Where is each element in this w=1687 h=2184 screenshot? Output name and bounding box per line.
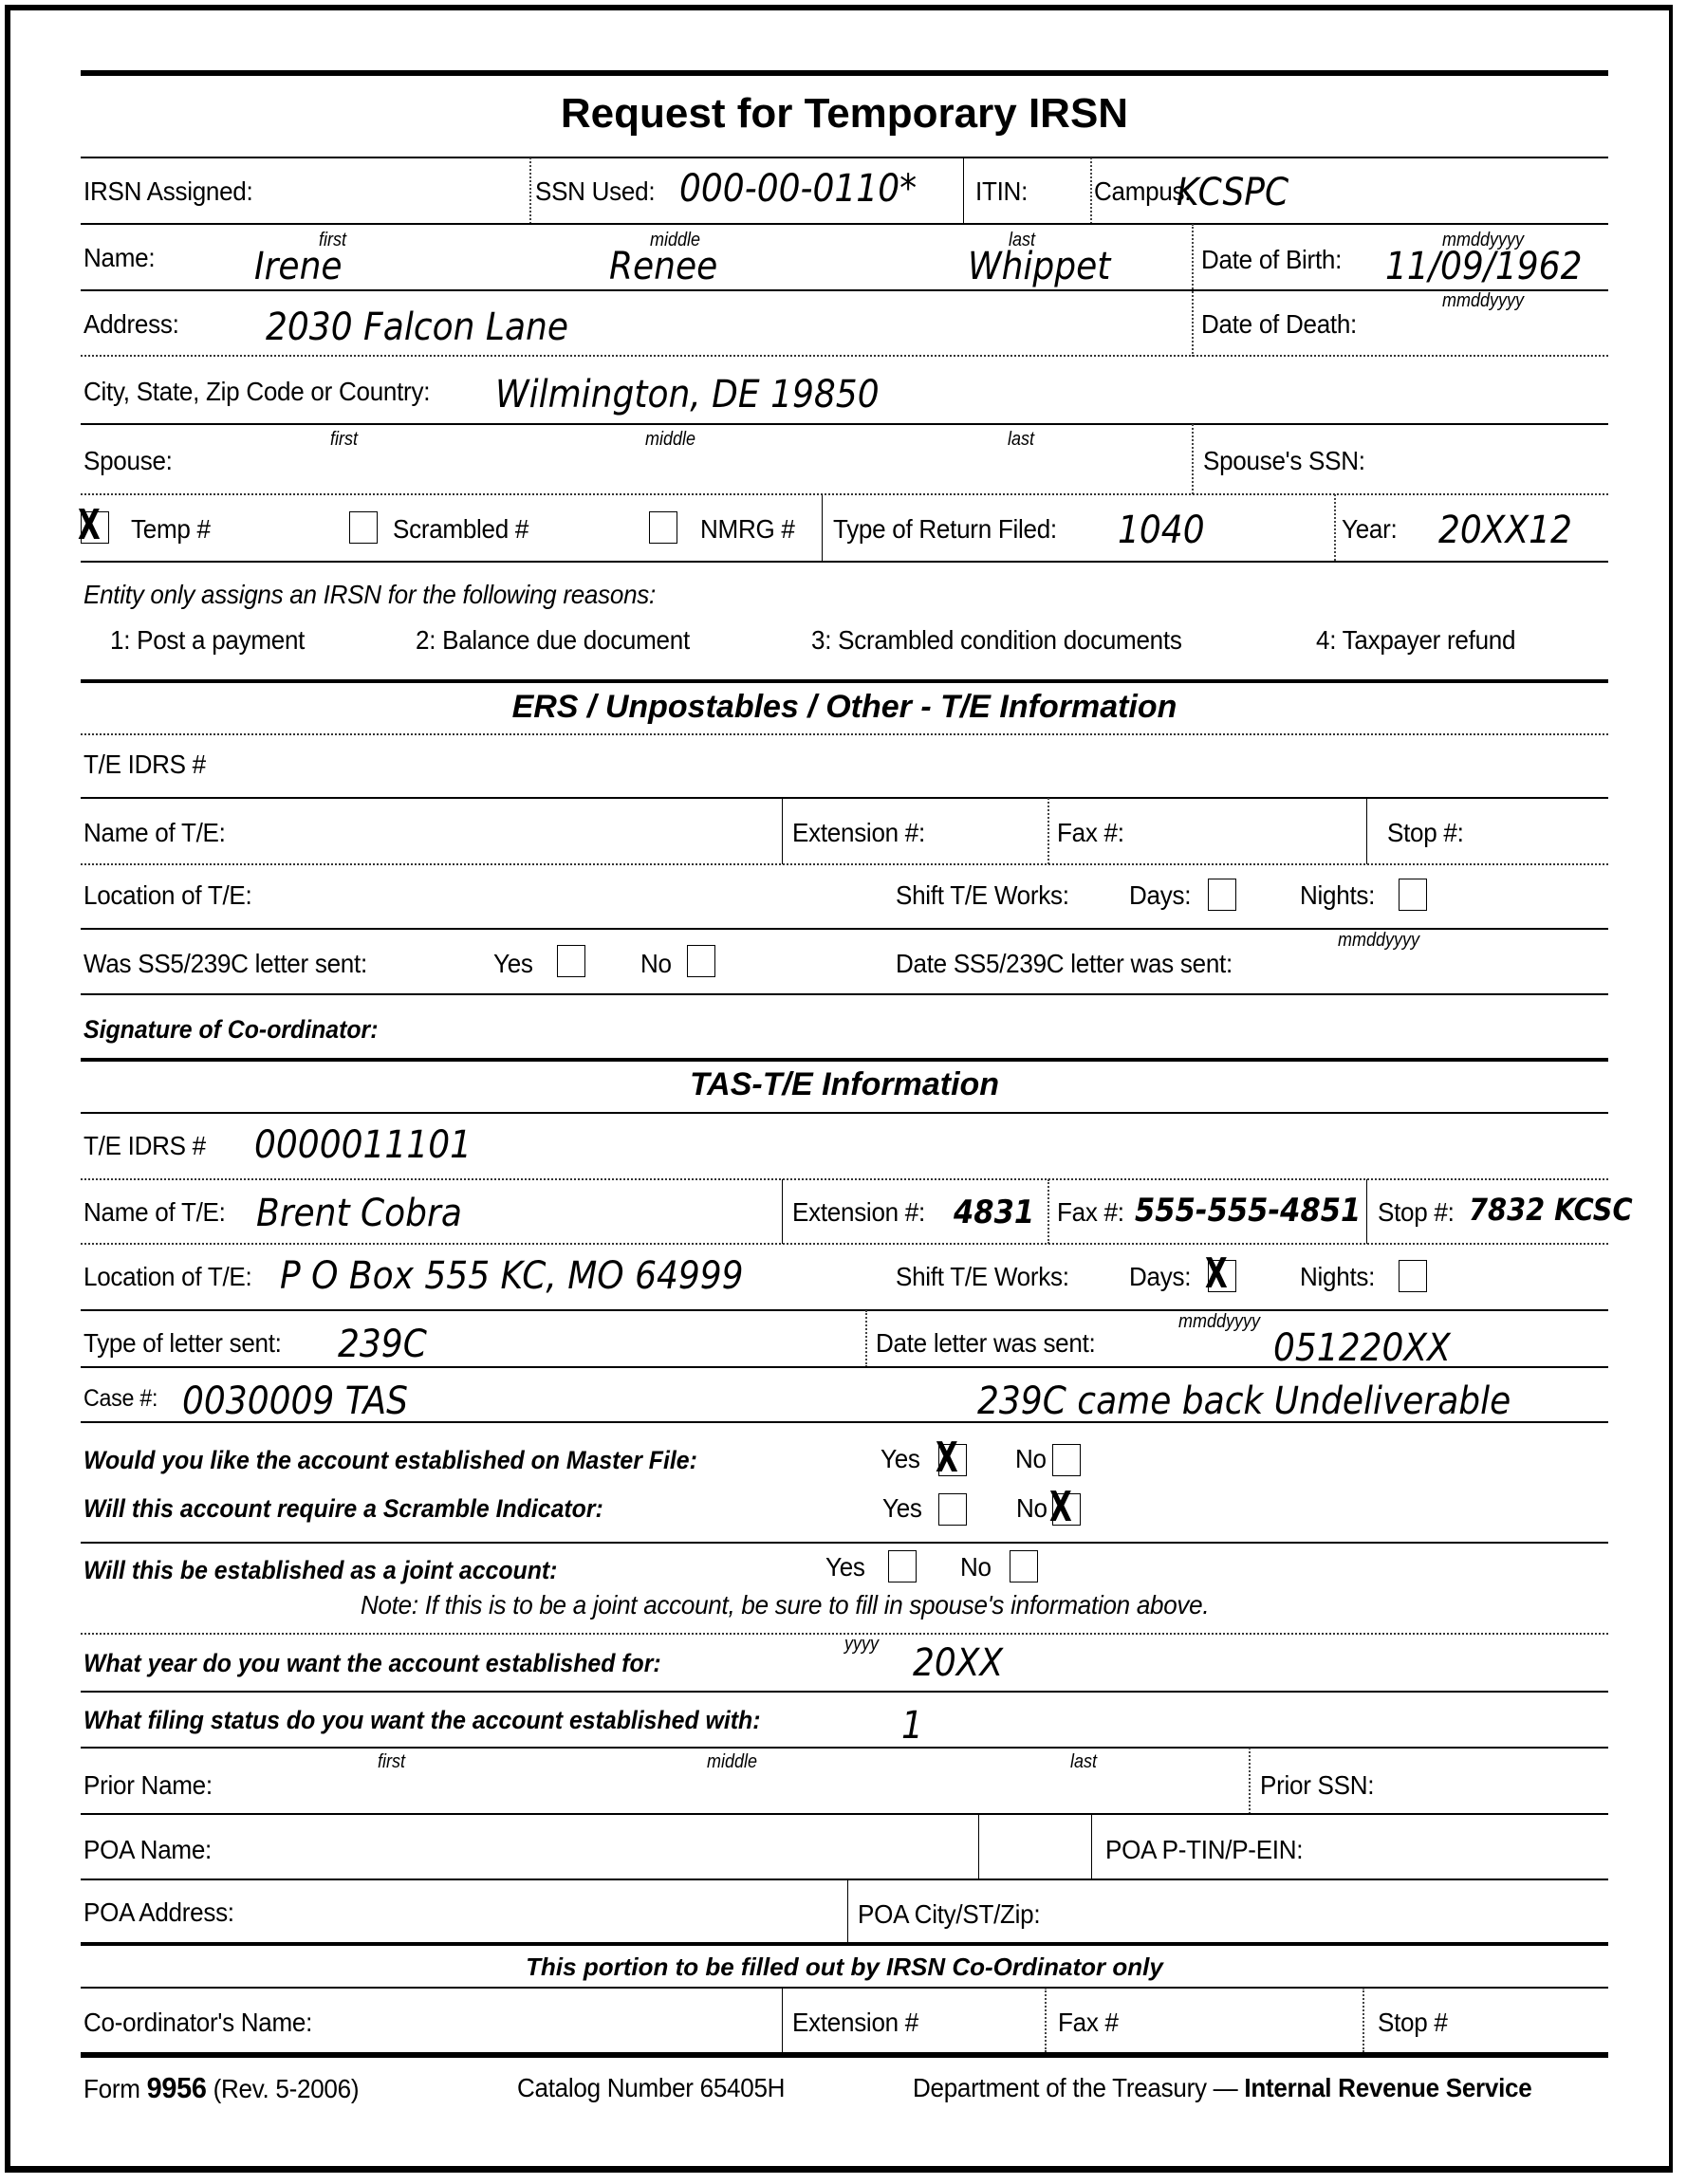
checkmark-x-icon: X (78, 501, 101, 549)
ssn-used-label: SSN Used: (535, 176, 656, 206)
return-type-label: Type of Return Filed: (833, 514, 1057, 544)
last-name-field[interactable]: Whippet (968, 245, 1111, 288)
scramble-no-checkbox[interactable] (1049, 1483, 1081, 1531)
dob-field[interactable]: 11/09/1962 (1385, 245, 1583, 288)
divider (1045, 1988, 1047, 2052)
reasons-intro: Entity only assigns an IRSN for the following reasons: (83, 580, 656, 609)
divider (81, 863, 1608, 865)
tas-idrs-field[interactable]: 0000011101 (254, 1123, 473, 1167)
nmrg-label: NMRG # (700, 514, 795, 544)
scrambled-label: Scrambled # (393, 514, 529, 544)
divider (1366, 1179, 1367, 1244)
address-label: Address: (83, 309, 179, 339)
ers-letter-label: Was SS5/239C letter sent: (83, 949, 367, 978)
agency-line (913, 2073, 1531, 2103)
tas-section-title: TAS-T/E Information (689, 1066, 1000, 1102)
divider (865, 1310, 867, 1367)
dob-label: Date of Birth: (1201, 245, 1343, 274)
campus-field[interactable]: KCSPC (1177, 171, 1289, 214)
ers-yes-label: Yes (493, 949, 533, 978)
divider (81, 1421, 1608, 1423)
divider (81, 1542, 1608, 1544)
year-question: What year do you want the account established for: (83, 1649, 661, 1677)
divider (978, 1814, 979, 1879)
divider (81, 1879, 1608, 1880)
tas-letter-type-field[interactable]: 239C (338, 1323, 427, 1366)
checkmark-x-icon: X (936, 1434, 958, 1482)
spouse-middle-hint: middle (645, 429, 696, 450)
ers-letter-yes-checkbox[interactable] (557, 945, 585, 977)
divider (81, 1243, 1608, 1245)
return-type-field[interactable]: 1040 (1118, 509, 1205, 552)
coordinator-stop-label: Stop # (1378, 2008, 1448, 2037)
divider (81, 1178, 1608, 1180)
section-rule (81, 1058, 1608, 1062)
spouse-ssn-label: Spouse's SSN: (1203, 446, 1365, 475)
poa-tin-label: POA P-TIN/P-EIN: (1105, 1835, 1304, 1864)
ers-nights-checkbox[interactable] (1399, 879, 1427, 911)
divider (847, 1879, 848, 1942)
scramble-question: Will this account require a Scramble Indicator: (83, 1494, 603, 1523)
ers-fax-label: Fax #: (1057, 818, 1124, 847)
tas-letter-type-label: Type of letter sent: (83, 1328, 282, 1358)
tas-location-label: Location of T/E: (83, 1262, 252, 1291)
poa-name-label: POA Name: (83, 1835, 212, 1864)
scramble-no-label: No (1016, 1493, 1047, 1523)
ssn-used-field[interactable]: 000-00-0110* (679, 167, 918, 211)
divider (81, 1747, 1608, 1749)
established-year-field[interactable]: 20XX (913, 1641, 1004, 1685)
tas-shift-label: Shift T/E Works: (896, 1262, 1069, 1291)
divider (782, 798, 783, 864)
tas-days-checkbox[interactable] (1205, 1249, 1236, 1298)
divider (81, 157, 1608, 158)
form-number (83, 2071, 359, 2105)
ers-letter-no-checkbox[interactable] (687, 945, 715, 977)
ers-shift-label: Shift T/E Works: (896, 880, 1069, 910)
ers-days-label: Days: (1129, 880, 1192, 910)
address-field[interactable]: 2030 Falcon Lane (266, 305, 568, 349)
tas-ext-label: Extension #: (792, 1197, 925, 1227)
divider (81, 423, 1608, 425)
signature-label: Signature of Co-ordinator: (83, 1015, 379, 1044)
ers-date-hint: mmddyyyy (1338, 930, 1420, 951)
joint-no-checkbox[interactable] (1010, 1550, 1038, 1582)
last-hint: last (1009, 230, 1036, 250)
tas-name-field[interactable]: Brent Cobra (256, 1192, 462, 1235)
year-hint: yyyy (844, 1634, 879, 1655)
joint-note: Note: If this is to be a joint account, be sure to fill in spouse's information above. (361, 1590, 1210, 1619)
ers-days-checkbox[interactable] (1208, 879, 1236, 911)
irsn-assigned-label: IRSN Assigned: (83, 176, 253, 206)
ers-stop-label: Stop #: (1387, 818, 1464, 847)
reason-item: 4: Taxpayer refund (1316, 625, 1516, 655)
divider (1090, 157, 1092, 224)
middle-hint: middle (650, 230, 701, 250)
divider (81, 1366, 1608, 1368)
dod-hint: mmddyyyy (1442, 290, 1525, 311)
first-name-field[interactable]: Irene (254, 245, 343, 288)
ers-ext-label: Extension #: (792, 818, 925, 847)
section-rule (81, 679, 1608, 683)
case-note-field[interactable]: 239C came back Undeliverable (977, 1379, 1511, 1423)
checkmark-x-icon: X (1205, 1249, 1228, 1298)
joint-yes-checkbox[interactable] (888, 1550, 917, 1582)
department-name: Department of the Treasury — (913, 2073, 1238, 2102)
divider (822, 494, 823, 561)
tas-date-field[interactable]: 051220XX (1273, 1326, 1451, 1370)
ers-date-label: Date SS5/239C letter was sent: (896, 949, 1233, 978)
spouse-label: Spouse: (83, 446, 173, 475)
divider (81, 355, 1608, 357)
ers-no-label: No (640, 949, 672, 978)
divider (81, 1112, 1608, 1114)
ers-name-label: Name of T/E: (83, 818, 226, 847)
master-file-yes-label: Yes (881, 1444, 920, 1473)
city-field[interactable]: Wilmington, DE 19850 (495, 373, 880, 416)
temp-checkbox[interactable] (78, 501, 109, 549)
case-field[interactable]: 0030009 TAS (182, 1379, 408, 1423)
prior-name-label: Prior Name: (83, 1770, 213, 1800)
tas-date-hint: mmddyyyy (1178, 1311, 1261, 1332)
itin-label: ITIN: (975, 176, 1029, 206)
ers-location-label: Location of T/E: (83, 880, 252, 910)
scrambled-checkbox[interactable] (349, 511, 378, 544)
bottom-rule (81, 2052, 1608, 2058)
form-revision: (Rev. 5-2006) (213, 2074, 360, 2103)
reason-item: 3: Scrambled condition documents (811, 625, 1182, 655)
tas-location-field[interactable]: P O Box 555 KC, MO 64999 (280, 1254, 744, 1298)
dod-label: Date of Death: (1201, 309, 1358, 339)
nmrg-checkbox[interactable] (649, 511, 677, 544)
joint-yes-label: Yes (825, 1552, 865, 1582)
prior-middle-hint: middle (707, 1751, 758, 1772)
top-rule (81, 70, 1608, 76)
divider (81, 733, 1608, 735)
tas-idrs-label: T/E IDRS # (83, 1131, 206, 1160)
prior-ssn-label: Prior SSN: (1260, 1770, 1375, 1800)
form-title: Request for Temporary IRSN (560, 90, 1129, 137)
master-file-question: Would you like the account established on Master File: (83, 1446, 697, 1474)
divider (1192, 424, 1194, 494)
scramble-yes-label: Yes (882, 1493, 922, 1523)
reason-item: 2: Balance due document (416, 625, 690, 655)
name-label: Name: (83, 243, 156, 272)
coordinator-section-title: This portion to be filled out by IRSN Co-Ordinator only (526, 1953, 1163, 1981)
divider (81, 1691, 1608, 1693)
divider (1249, 1748, 1251, 1814)
divider (81, 1309, 1608, 1311)
tas-nights-checkbox[interactable] (1399, 1260, 1427, 1292)
prior-first-hint: first (378, 1751, 405, 1772)
tas-nights-label: Nights: (1300, 1262, 1376, 1291)
case-label: Case #: (83, 1385, 158, 1412)
master-file-no-label: No (1015, 1444, 1047, 1473)
divider (1334, 494, 1336, 561)
divider (963, 157, 964, 224)
tas-ext-field[interactable]: 4831 (954, 1194, 1035, 1231)
ers-section-title: ERS / Unpostables / Other - T/E Information (511, 689, 1177, 725)
divider (81, 797, 1608, 799)
scramble-yes-checkbox[interactable] (938, 1493, 967, 1526)
tas-stop-label: Stop #: (1378, 1197, 1455, 1227)
master-file-no-checkbox[interactable] (1052, 1444, 1081, 1476)
joint-question: Will this be established as a joint account: (83, 1556, 558, 1584)
divider (1047, 1179, 1049, 1244)
filing-status-field[interactable]: 1 (901, 1704, 923, 1748)
divider (81, 1813, 1608, 1815)
reason-item: 1: Post a payment (110, 625, 306, 655)
divider (81, 993, 1608, 995)
spouse-last-hint: last (1008, 429, 1035, 450)
dob-hint: mmddyyyy (1442, 230, 1525, 250)
tas-stop-field[interactable]: 7832 KCSC (1469, 1192, 1633, 1228)
divider (1366, 798, 1367, 864)
divider (81, 289, 1608, 291)
filing-status-question: What filing status do you want the account established with: (83, 1706, 761, 1734)
divider (81, 223, 1608, 225)
section-rule (81, 1942, 1608, 1946)
coordinator-name-label: Co-ordinator's Name: (83, 2008, 313, 2037)
checkmark-x-icon: X (1049, 1483, 1072, 1531)
tas-name-label: Name of T/E: (83, 1197, 226, 1227)
poa-address-label: POA Address: (83, 1897, 234, 1927)
divider (1363, 1988, 1364, 2052)
divider (1091, 1814, 1092, 1879)
first-hint: first (319, 230, 346, 250)
tas-date-label: Date letter was sent: (876, 1328, 1096, 1358)
master-file-yes-checkbox[interactable] (936, 1434, 967, 1482)
divider (782, 1988, 783, 2052)
tas-days-label: Days: (1129, 1262, 1192, 1291)
divider (81, 493, 1608, 495)
coordinator-fax-label: Fax # (1058, 2008, 1119, 2037)
spouse-first-hint: first (330, 429, 358, 450)
tas-fax-field[interactable]: 555-555-4851 (1135, 1192, 1362, 1230)
temp-label: Temp # (131, 514, 211, 544)
ers-idrs-label: T/E IDRS # (83, 750, 206, 779)
divider (81, 1987, 1608, 1989)
form-number-value: 9956 (146, 2071, 207, 2104)
form-prefix: Form (83, 2074, 140, 2103)
catalog-number: Catalog Number 65405H (517, 2073, 786, 2102)
divider (782, 1179, 783, 1244)
middle-name-field[interactable]: Renee (609, 245, 718, 288)
year-label: Year: (1342, 514, 1398, 544)
joint-no-label: No (960, 1552, 992, 1582)
agency-name: Internal Revenue Service (1244, 2073, 1532, 2102)
campus-label: Campus: (1094, 176, 1192, 206)
year-field[interactable]: 20XX12 (1438, 509, 1572, 552)
divider (81, 561, 1608, 563)
poa-city-label: POA City/ST/Zip: (858, 1899, 1041, 1929)
tas-fax-label: Fax #: (1057, 1197, 1124, 1227)
city-label: City, State, Zip Code or Country: (83, 377, 431, 406)
prior-last-hint: last (1070, 1751, 1098, 1772)
divider (1047, 798, 1049, 864)
ers-nights-label: Nights: (1300, 880, 1376, 910)
coordinator-ext-label: Extension # (792, 2008, 919, 2037)
divider (529, 157, 531, 224)
